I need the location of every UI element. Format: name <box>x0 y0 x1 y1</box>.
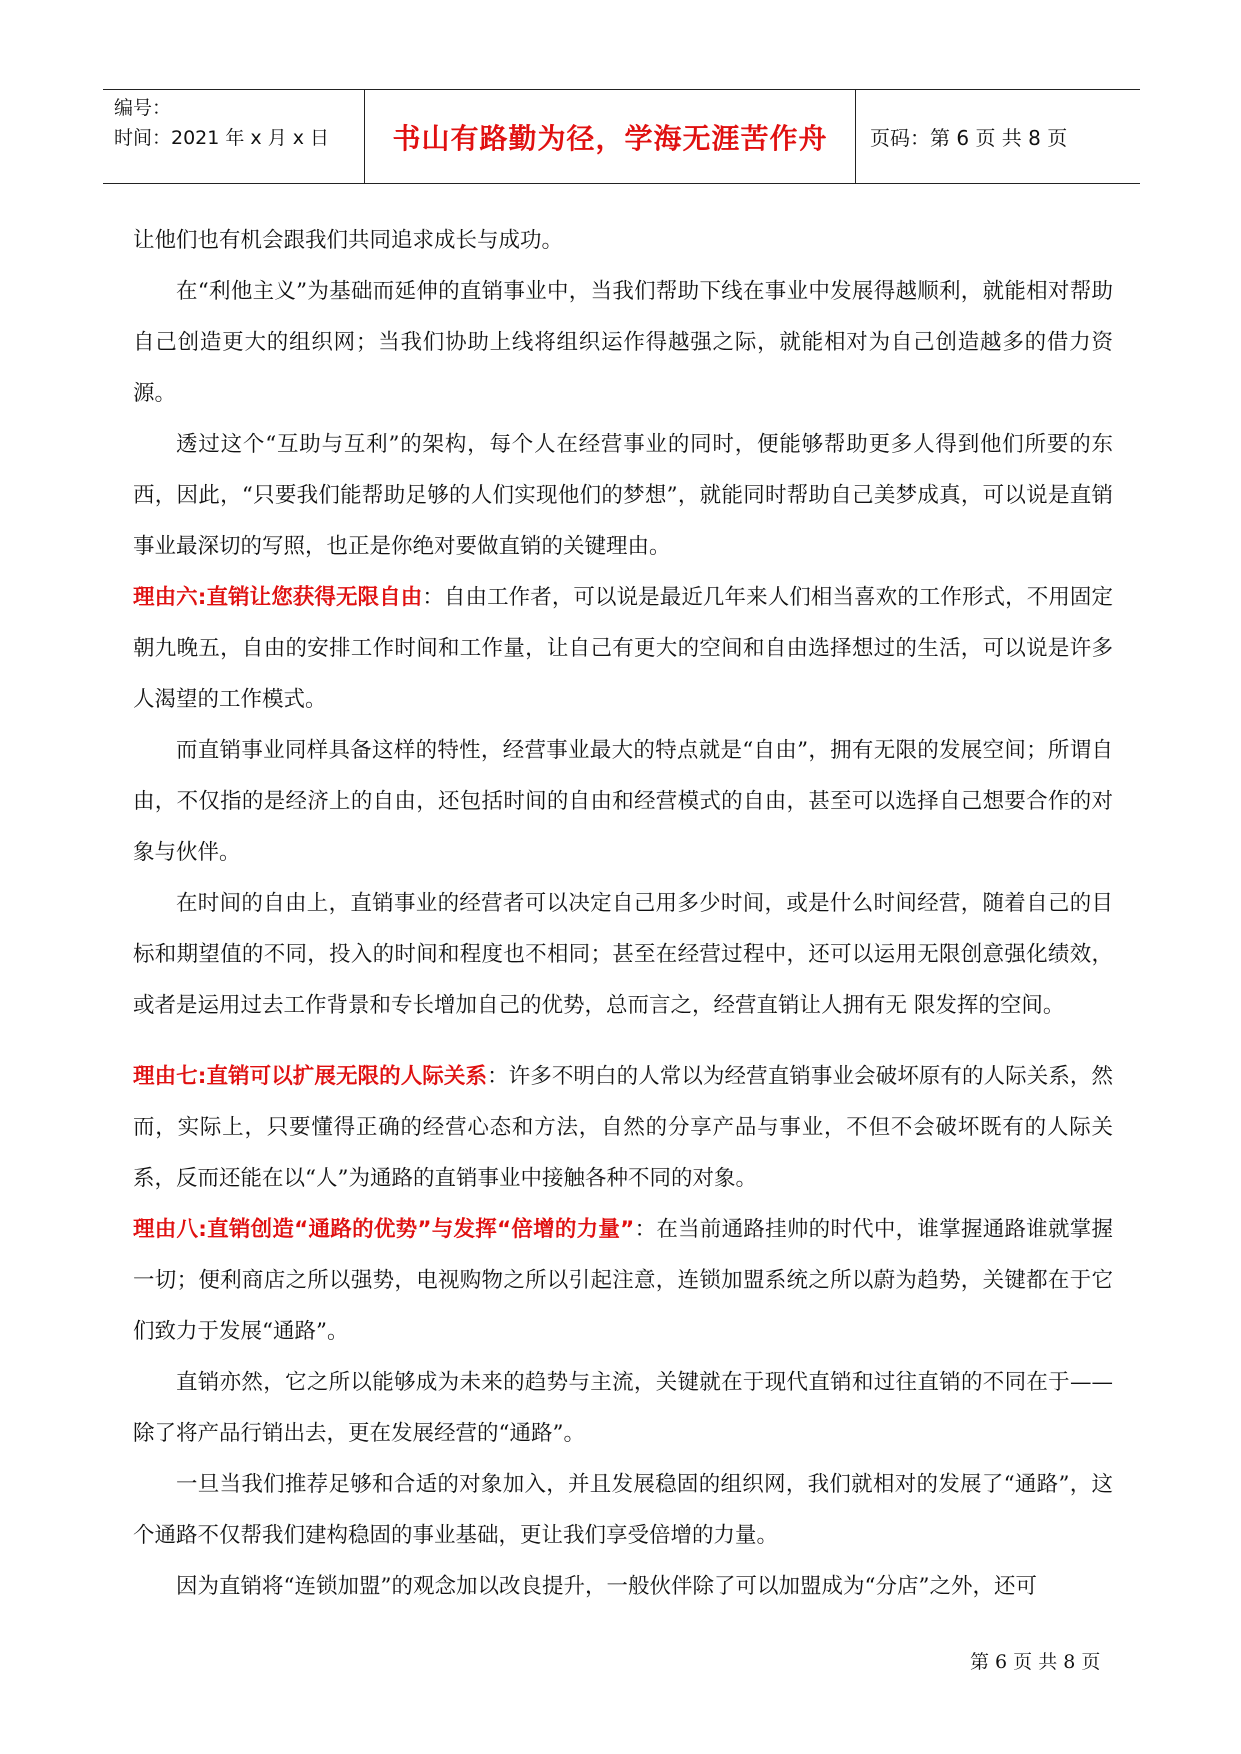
header-motto: 书山有路勤为径，学海无涯苦作舟 <box>365 90 856 183</box>
document-number-label: 编号： <box>114 97 172 119</box>
paragraph: 而直销事业同样具备这样的特性，经营事业最大的特点就是“自由”，拥有无限的发展空间；所谓自由，不仅指的是经济上的自由，还包括时间的自由和经营模式的自由，甚至可以选择自己想要合作的对象与伙伴。 <box>133 738 1113 865</box>
paragraph: 让他们也有机会跟我们共同追求成长与成功。 <box>133 228 564 253</box>
paragraph: 一旦当我们推荐足够和合适的对象加入，并且发展稳固的组织网，我们就相对的发展了“通路”，这个通路不仅帮我们建构稳固的事业基础，更让我们享受倍增的力量。 <box>133 1472 1113 1548</box>
paragraph: 在时间的自由上，直销事业的经营者可以决定自己用多少时间，或是什么时间经营，随着自己的目标和期望值的不同，投入的时间和程度也不相同；甚至在经营过程中，还可以运用无限创意强化绩效，或者是运用过去工作背景和专长增加自己的优势，总而言之，经营直销让人拥有无 限发挥的空间。 <box>133 891 1113 1018</box>
paragraph-gap <box>133 1031 1113 1051</box>
reason-heading: 理由七:直销可以扩展无限的人际关系 <box>133 1064 488 1089</box>
reason-heading: 理由八:直销创造“通路的优势”与发挥“倍增的力量” <box>133 1217 635 1242</box>
reason-paragraph <box>133 572 1113 725</box>
paragraph: 在“利他主义”为基础而延伸的直销事业中，当我们帮助下线在事业中发展得越顺利，就能相对帮助自己创造更大的组织网；当我们协助上线将组织运作得越强之际，就能相对为自己创造越多的借力资源。 <box>133 279 1113 406</box>
document-date-label: 时间：2021 年 x 月 x 日 <box>114 127 330 149</box>
paragraph: 因为直销将“连锁加盟”的观念加以改良提升，一般伙伴除了可以加盟成为“分店”之外，还可 <box>176 1574 1037 1599</box>
reason-paragraph <box>133 1051 1113 1204</box>
header-meta <box>103 90 365 183</box>
page-header <box>103 89 1140 184</box>
paragraph: 直销亦然，它之所以能够成为未来的趋势与主流，关键就在于现代直销和过往直销的不同在于——除了将产品行销出去，更在发展经营的“通路”。 <box>133 1370 1113 1446</box>
reason-paragraph <box>133 1204 1113 1357</box>
document-body <box>133 215 1113 1612</box>
reason-text: ：许多不明白的人常以为经营直销事业会破坏原有的人际关系，然而，实际上，只要懂得正确的经营心态和方法，自然的分享产品与事业，不但不会破坏既有的人际关系，反而还能在以“人”为通路的直销事业中接触各种不同的对象。 <box>133 1064 1113 1191</box>
reason-text: ：在当前通路挂帅的时代中，谁掌握通路谁就掌握一切；便利商店之所以强势，电视购物之所以引起注意，连锁加盟系统之所以蔚为趋势，关键都在于它们致力于发展“通路”。 <box>133 1217 1113 1344</box>
header-page-label: 页码：第 6 页 共 8 页 <box>870 126 1068 150</box>
reason-text: ：自由工作者，可以说是最近几年来人们相当喜欢的工作形式，不用固定朝九晚五，自由的安排工作时间和工作量，让自己有更大的空间和自由选择想过的生活，可以说是许多人渴望的工作模式。 <box>133 585 1113 712</box>
reason-heading: 理由六:直销让您获得无限自由 <box>133 585 423 610</box>
page-footer-number: 第 6 页 共 8 页 <box>970 1651 1101 1673</box>
paragraph: 透过这个“互助与互利”的架构，每个人在经营事业的同时，便能够帮助更多人得到他们所要的东西，因此，“只要我们能帮助足够的人们实现他们的梦想”，就能同时帮助自己美梦成真，可以说是直销事业最深切的写照，也正是你绝对要做直销的关键理由。 <box>133 432 1113 559</box>
